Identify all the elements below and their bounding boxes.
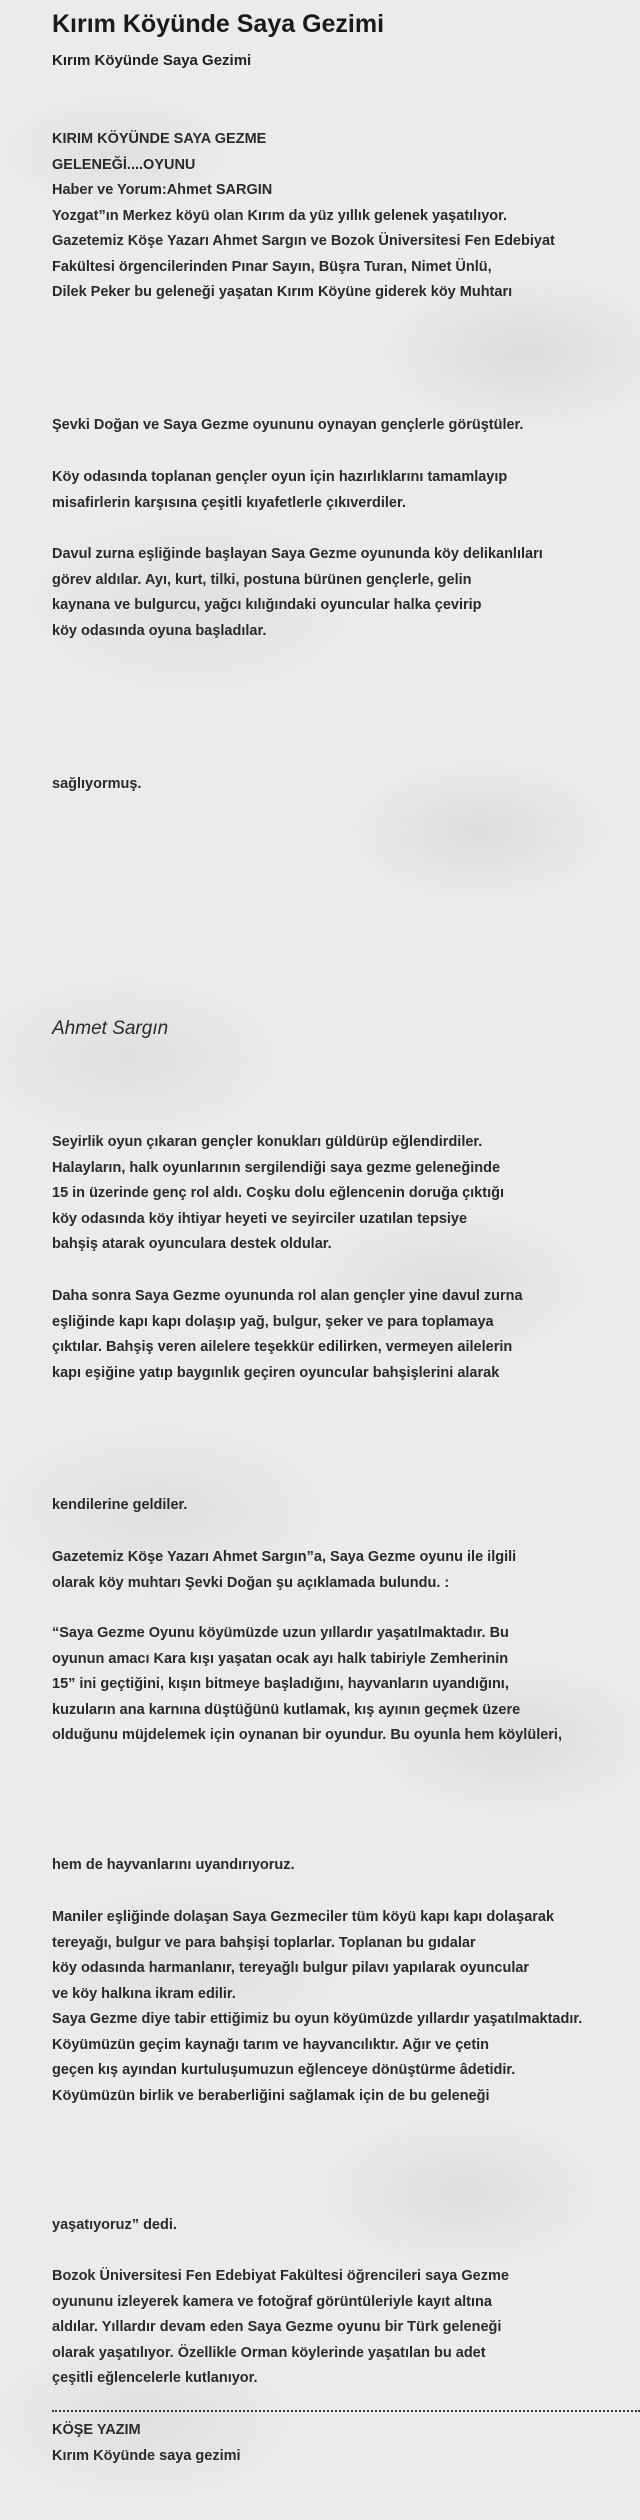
text-line: sağlıyormuş.: [52, 776, 142, 792]
dotted-divider: [52, 2410, 640, 2412]
text-line: misafirlerin karşısına çeşitli kıyafetlerle çıkıverdiler.: [52, 494, 406, 511]
article-subtitle: Kırım Köyünde Saya Gezimi: [52, 52, 252, 69]
text-line: yaşatıyoruz” dedi.: [52, 2217, 177, 2233]
author-name: Ahmet Sargın: [52, 1018, 169, 1039]
paragraph-fragment: [52, 772, 141, 798]
text-line: hem de hayvanlarını uyandırıyoruz.: [52, 1857, 295, 1873]
text-line: Maniler eşliğinde dolaşan Saya Gezmeciler tüm köyü kapı kapı dolaşarak: [52, 1909, 555, 1925]
text-line: Şevki Doğan ve Saya Gezme oyununu oynayan gençlerle görüştüler.: [52, 417, 524, 433]
text-line: eşliğinde kapı kapı dolaşıp yağ, bulgur, şeker ve para toplamaya: [52, 1313, 494, 1330]
text-line: Köyümüzün birlik ve beraberliğini sağlamak için de bu geleneği: [52, 2087, 490, 2104]
text-line: Seyirlik oyun çıkaran gençler konukları güldürüp eğlendirdiler.: [52, 1134, 483, 1150]
text-line: görev aldılar. Ayı, kurt, tilki, postuna bürünen gençlerle, gelin: [52, 571, 472, 588]
text-line: geçen kış ayından kurtuluşumuzun eğlenceye dönüştürme âdetidir.: [52, 2062, 516, 2078]
text-line: çeşitli eğlencelerle kutlanıyor.: [52, 2370, 258, 2386]
paragraph-students: [52, 2264, 509, 2392]
text-line: olarak yaşatılıyor. Özellikle Orman köylerinde yaşatılan bu adet: [52, 2344, 486, 2361]
text-line: köy odasında oyuna başladılar.: [52, 622, 267, 639]
text-line: Bozok Üniversitesi Fen Edebiyat Fakültesi öğrencileri saya Gezme: [52, 2268, 509, 2284]
article-title: Kırım Köyünde Saya Gezimi: [52, 10, 385, 38]
text-line: kaynana ve bulgurcu, yağcı kılığındaki oyuncular halka çevirip: [52, 597, 482, 613]
text-line: ve köy halkına ikram edilir.: [52, 1985, 236, 2002]
text-line: “Saya Gezme Oyunu köyümüzde uzun yıllardır yaşatılmaktadır. Bu: [52, 1625, 509, 1641]
text-line: Daha sonra Saya Gezme oyununda rol alan gençler yine davul zurna: [52, 1288, 523, 1304]
text-line: oyunun amacı Kara kışı yaşatan ocak ayı halk tabiriyle Zemherinin: [52, 1650, 509, 1667]
text-line: KIRIM KÖYÜNDE SAYA GEZME: [52, 131, 267, 147]
text-line: köy odasında harmanlanır, tereyağlı bulgur pilavı yapılarak oyuncular: [52, 1960, 530, 1976]
text-line: tereyağı, bulgur ve para bahşişi toplarlar. Toplanan bu gıdalar: [52, 1934, 476, 1951]
paragraph-continuation: [52, 1493, 187, 1519]
text-line: kapı eşiğine yatıp baygınlık geçiren oyuncular bahşişlerini alarak: [52, 1364, 500, 1381]
text-line: Köy odasında toplanan gençler oyun için hazırlıklarını tamamlayıp: [52, 469, 508, 485]
footer-label: KÖŞE YAZIM: [52, 2422, 141, 2438]
text-line: GELENEĞİ....OYUNU: [52, 156, 196, 173]
text-line: olarak köy muhtarı Şevki Doğan şu açıklamada bulundu. :: [52, 1574, 450, 1591]
paragraph-preparation: [52, 465, 507, 516]
text-line: köy odasında köy ihtiyar heyeti ve seyirciler uzatılan tepsiye: [52, 1210, 468, 1227]
text-line: Dilek Peker bu geleneği yaşatan Kırım Köyüne giderek köy Muhtarı: [52, 284, 513, 300]
text-line: Köyümüzün geçim kaynağı tarım ve hayvancılıktır. Ağır ve çetin: [52, 2036, 490, 2053]
paragraph-quote: [52, 1621, 562, 1749]
intro-paragraph: [52, 127, 555, 306]
paragraph-manis: [52, 1905, 582, 2109]
text-line: Yozgat”ın Merkez köyü olan Kırım da yüz yıllık gelenek yaşatılıyor.: [52, 207, 508, 224]
paragraph-door-to-door: [52, 1284, 523, 1386]
paragraph-meeting: [52, 413, 523, 439]
paragraph-entertainment: [52, 1130, 504, 1258]
paragraph-quote-end: [52, 2213, 177, 2239]
text-line: 15” ini geçtiğini, kışın bitmeye başladığını, hayvanların uyandığını,: [52, 1676, 509, 1692]
text-line: Gazetemiz Köşe Yazarı Ahmet Sargın”a, Saya Gezme oyunu ile ilgili: [52, 1549, 517, 1565]
paragraph-performance: [52, 542, 543, 644]
text-line: Halayların, halk oyunlarının sergilendiği saya gezme geleneğinde: [52, 1159, 501, 1176]
text-line: Gazetemiz Köşe Yazarı Ahmet Sargın ve Bozok Üniversitesi Fen Edebiyat: [52, 233, 555, 249]
text-line: aldılar. Yıllardır devam eden Saya Gezme oyunu bir Türk geleneği: [52, 2319, 502, 2335]
text-line: Haber ve Yorum:Ahmet SARGIN: [52, 182, 273, 198]
text-line: oyununu izleyerek kamera ve fotoğraf görüntüleriyle kayıt altına: [52, 2293, 492, 2310]
paragraph-statement-intro: [52, 1545, 516, 1596]
paragraph-quote-continuation: [52, 1853, 295, 1879]
text-line: Fakültesi örgencilerinden Pınar Sayın, Büşra Turan, Nimet Ünlü,: [52, 258, 492, 275]
text-line: Saya Gezme diye tabir ettiğimiz bu oyun köyümüzde yıllardır yaşatılmaktadır.: [52, 2011, 583, 2027]
footer: [52, 2418, 241, 2469]
text-line: Davul zurna eşliğinde başlayan Saya Gezme oyununda köy delikanlıları: [52, 546, 543, 562]
text-line: olduğunu müjdelemek için oynanan bir oyundur. Bu oyunla hem köylüleri,: [52, 1727, 562, 1743]
text-line: kendilerine geldiler.: [52, 1497, 188, 1513]
text-line: kuzuların ana karnına düştüğünü kutlamak, kış ayının geçmek üzere: [52, 1701, 521, 1718]
text-line: çıktılar. Bahşiş veren ailelere teşekkür edilirken, vermeyen ailelerin: [52, 1339, 513, 1355]
text-line: bahşiş atarak oyunculara destek oldular.: [52, 1236, 332, 1252]
footer-caption: Kırım Köyünde saya gezimi: [52, 2447, 241, 2464]
text-line: 15 in üzerinde genç rol aldı. Coşku dolu eğlencenin doruğa çıktığı: [52, 1185, 504, 1201]
